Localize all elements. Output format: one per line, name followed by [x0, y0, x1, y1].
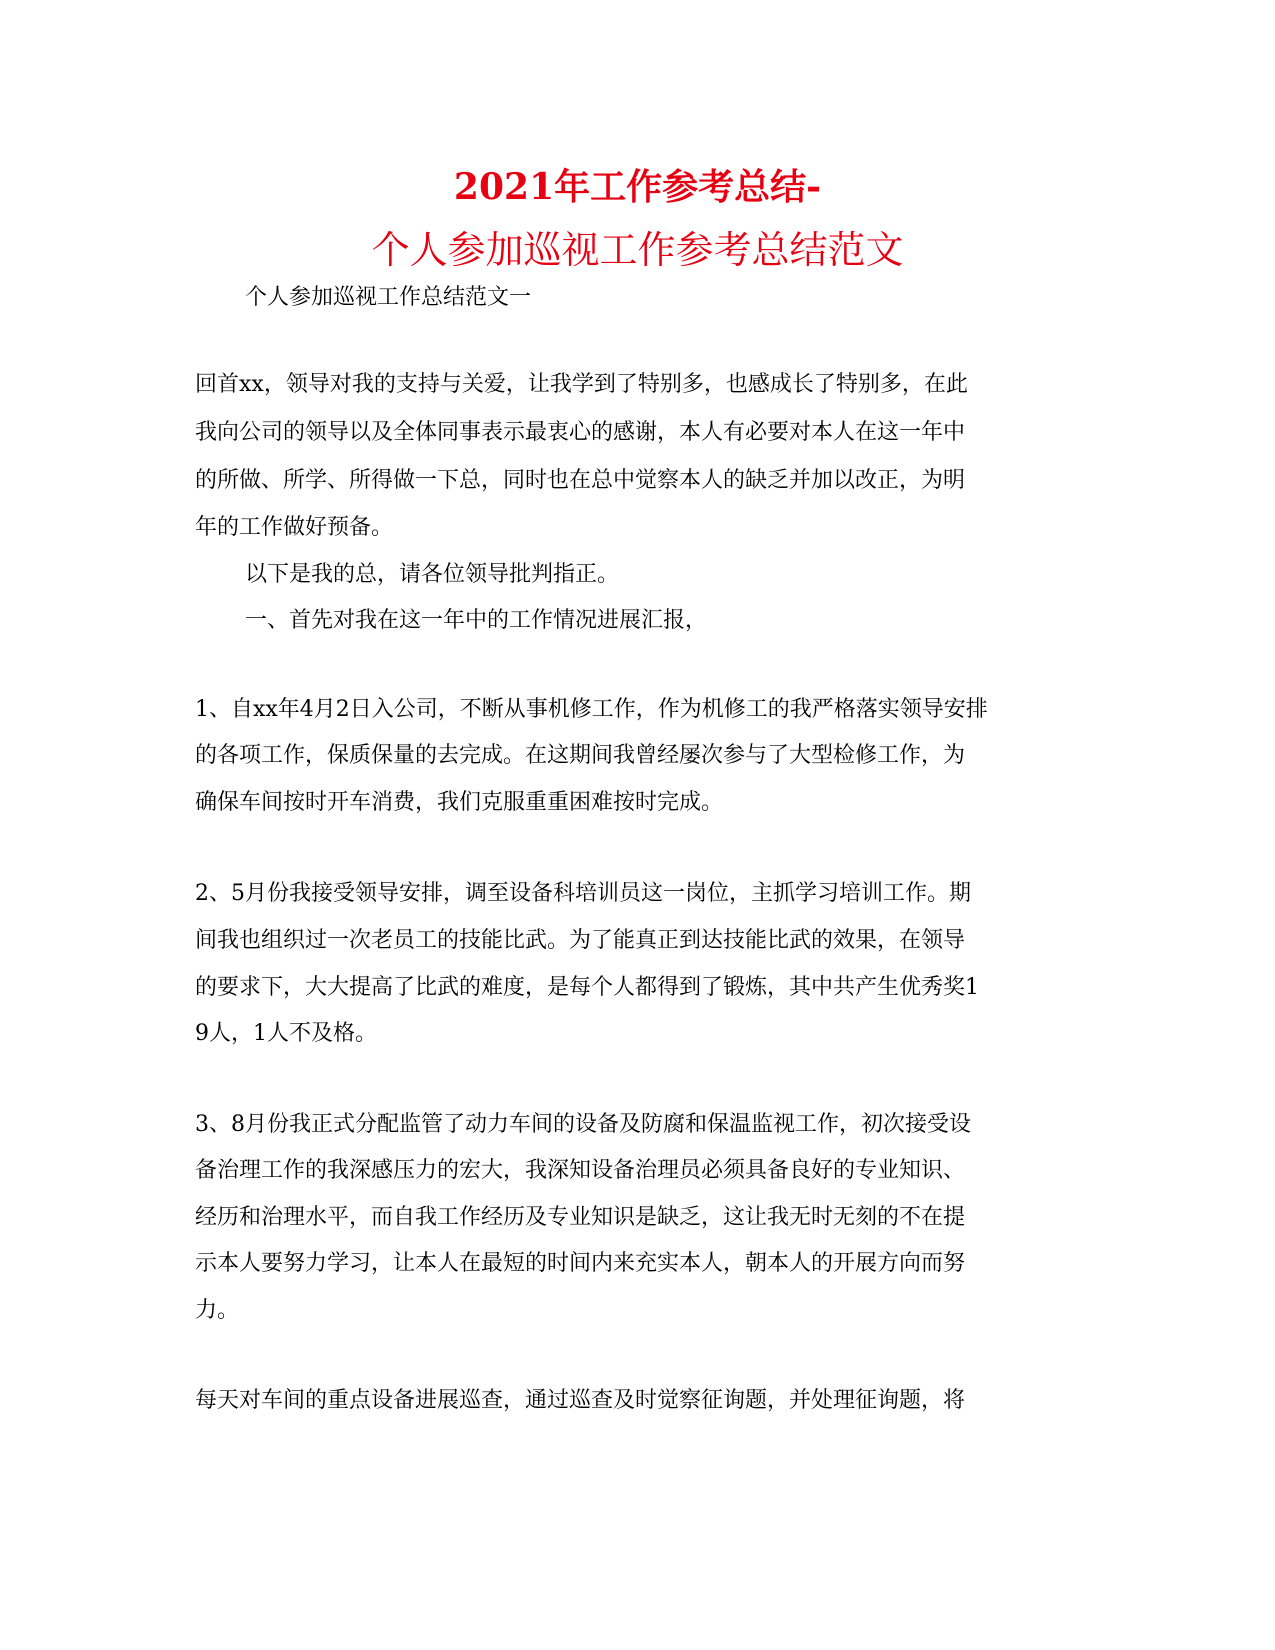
paragraph-line: 年的工作做好预备。	[195, 515, 394, 540]
paragraph-line: 的要求下，大大提高了比武的难度，是每个人都得到了锻炼，其中共产生优秀奖1	[195, 975, 979, 1000]
paragraph-line: 示本人要努力学习，让本人在最短的时间内来充实本人，朝本人的开展方向而努	[195, 1251, 966, 1276]
paragraph-line: 确保车间按时开车消费，我们克服重重困难按时完成。	[195, 790, 724, 815]
paragraph-line: 一、首先对我在这一年中的工作情况进展汇报，	[245, 608, 708, 633]
paragraph-line: 备治理工作的我深感压力的宏大，我深知设备治理员必须具备良好的专业知识、	[195, 1158, 966, 1183]
paragraph-line: 经历和治理水平，而自我工作经历及专业知识是缺乏，这让我无时无刻的不在提	[195, 1205, 966, 1230]
document-title-line-2: 个人参加巡视工作参考总结范文	[371, 228, 904, 272]
paragraph-line: 我向公司的领导以及全体同事表示最衷心的感谢，本人有必要对本人在这一年中	[195, 420, 966, 445]
paragraph-line: 以下是我的总，请各位领导批判指正。	[245, 562, 620, 587]
paragraph-line: 1、自xx年4月2日入公司，不断从事机修工作，作为机修工的我严格落实领导安排	[195, 697, 988, 722]
paragraph-line: 2、5月份我接受领导安排，调至设备科培训员这一岗位，主抓学习培训工作。期	[195, 881, 971, 906]
paragraph-line: 9人，1人不及格。	[195, 1021, 377, 1046]
section-heading: 个人参加巡视工作总结范文一	[245, 285, 532, 310]
paragraph-line: 间我也组织过一次老员工的技能比武。为了能真正到达技能比武的效果，在领导	[195, 928, 966, 953]
paragraph-line: 每天对车间的重点设备进展巡查，通过巡查及时觉察征询题，并处理征询题，将	[195, 1388, 966, 1413]
paragraph-line: 回首xx，领导对我的支持与关爱，让我学到了特别多，也感成长了特别多，在此	[195, 372, 968, 397]
paragraph-line: 3、8月份我正式分配监管了动力车间的设备及防腐和保温监视工作，初次接受设	[195, 1112, 971, 1137]
paragraph-line: 力。	[195, 1298, 240, 1323]
paragraph-line: 的所做、所学、所得做一下总，同时也在总中觉察本人的缺乏并加以改正，为明	[195, 468, 966, 493]
paragraph-line: 的各项工作，保质保量的去完成。在这期间我曾经屡次参与了大型检修工作，为	[195, 743, 966, 768]
document-title-line-1: 2021年工作参考总结-	[453, 166, 822, 208]
